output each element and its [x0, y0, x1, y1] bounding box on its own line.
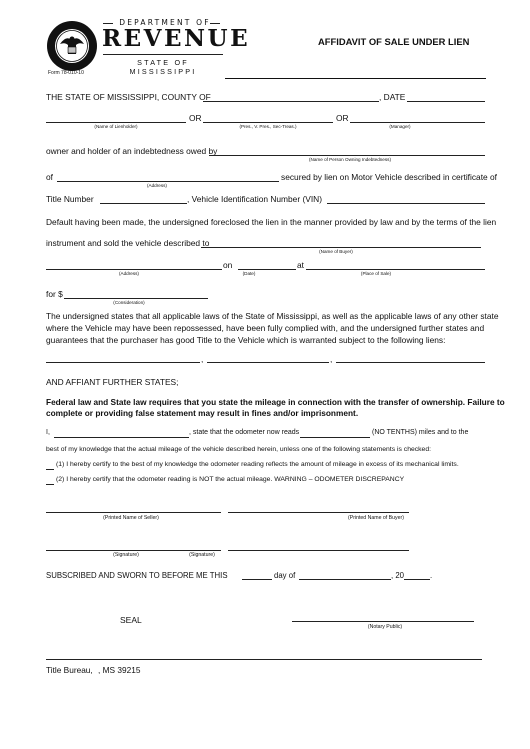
- odometer-state-label: , state that the odometer now reads: [189, 429, 300, 436]
- year-label: , 20: [391, 571, 405, 580]
- compliance-paragraph-line-2: where the Vehicle may have been repossessed, have been fully complied with, and the undersigned further states and: [46, 323, 485, 333]
- department-rule-left: [103, 23, 113, 24]
- header-rule: [225, 78, 486, 79]
- department-top: DEPARTMENT OF: [119, 18, 211, 27]
- notary-signature-field[interactable]: [292, 621, 474, 622]
- place-field[interactable]: [306, 269, 485, 270]
- sale-date-caption: (Date): [242, 271, 256, 276]
- odometer-tenths-label: (NO TENTHS) miles and to the: [372, 429, 469, 436]
- sworn-label: SUBSCRIBED AND SWORN TO BEFORE ME THIS: [46, 571, 228, 580]
- sworn-year-field[interactable]: [404, 579, 430, 580]
- county-field[interactable]: [203, 101, 379, 102]
- buyer-field[interactable]: [201, 247, 481, 248]
- consideration-field[interactable]: [64, 298, 208, 299]
- signature-caption-1: (Signature): [113, 552, 139, 558]
- footer-address: , MS 39215: [98, 665, 141, 675]
- seller-printed-caption: (Printed Name of Seller): [103, 515, 159, 521]
- manager-field[interactable]: [350, 122, 485, 123]
- county-label: THE STATE OF MISSISSIPPI, COUNTY OF: [46, 92, 211, 102]
- secured-label: secured by lien on Motor Vehicle described in certificate of: [281, 172, 498, 182]
- address-field[interactable]: [57, 181, 279, 182]
- seal-label: SEAL: [120, 615, 142, 625]
- at-label: at: [297, 260, 304, 270]
- department-rule-right: [210, 23, 220, 24]
- odometer-reading-field[interactable]: [300, 437, 370, 438]
- department-state: STATE OF MISSISSIPPI: [129, 58, 197, 76]
- lien-comma-1: ,: [201, 354, 204, 364]
- lien-field-2[interactable]: [207, 362, 329, 363]
- debtor-caption: (Name of Person Owning Indebtedness): [309, 157, 391, 162]
- lienholder-field[interactable]: [46, 122, 186, 123]
- address-caption: (Address): [147, 183, 167, 188]
- department-underline: [103, 54, 223, 55]
- odometer-option-2: (2) I hereby certify that the odometer reading is NOT the actual mileage. WARNING – ODOMETER DISCREPANCY: [56, 476, 405, 483]
- consideration-label: for $: [46, 289, 63, 299]
- lien-field-1[interactable]: [46, 362, 200, 363]
- affiant-heading: AND AFFIANT FURTHER STATES;: [46, 377, 179, 387]
- seller-name-odometer-field[interactable]: [54, 437, 189, 438]
- on-label: on: [223, 260, 233, 270]
- title-number-field[interactable]: [100, 203, 187, 204]
- buyer-printed-caption: (Printed Name of Buyer): [348, 515, 404, 521]
- sale-date-field[interactable]: [238, 269, 296, 270]
- odometer-best-knowledge: best of my knowledge that the actual mileage of the vehicle described herein, unless one of the following statements is checked:: [46, 446, 432, 453]
- form-title: AFFIDAVIT OF SALE UNDER LIEN: [318, 36, 470, 47]
- buyer-address-caption: (Address): [119, 271, 139, 276]
- date-field[interactable]: [407, 101, 485, 102]
- footer-title-bureau: Title Bureau,: [46, 665, 93, 675]
- option-1-checkbox[interactable]: [46, 469, 54, 470]
- or-label-2: OR: [336, 113, 349, 123]
- notary-caption: (Notary Public): [367, 624, 403, 630]
- place-caption: (Place of Sale): [360, 271, 392, 276]
- title-number-label: Title Number: [46, 194, 94, 204]
- sworn-day-field[interactable]: [242, 579, 272, 580]
- department-name: REVENUE: [102, 25, 251, 52]
- buyer-caption: (Name of Buyer): [319, 249, 353, 254]
- buyer-signature-field[interactable]: [228, 550, 409, 551]
- consideration-caption: (Consideration): [113, 300, 145, 305]
- vin-label: , Vehicle Identification Number (VIN): [187, 194, 322, 204]
- mileage-warning-line-2: complete or providing false statement may result in fines and/or imprisonment.: [46, 408, 359, 418]
- manager-caption: (Manager): [389, 124, 411, 129]
- default-text: Default having been made, the undersigned foreclosed the lien in the manner provided by law and by the terms of the lien: [46, 217, 497, 227]
- lien-comma-2: ,: [330, 354, 333, 364]
- seller-signature-field[interactable]: [46, 550, 221, 551]
- sold-label: instrument and sold the vehicle described to: [46, 238, 210, 248]
- year-period: .: [430, 571, 433, 580]
- officer-field[interactable]: [203, 122, 333, 123]
- mileage-warning-line-1: Federal law and State law requires that you state the mileage in connection with the transfer of ownership. Failure to: [46, 397, 505, 407]
- day-of-label: day of: [274, 571, 296, 580]
- compliance-paragraph-line-1: The undersigned states that all applicable laws of the State of Mississippi, as well as the applicable laws of any other state: [46, 311, 499, 321]
- buyer-printed-name-field[interactable]: [228, 512, 409, 513]
- vin-field[interactable]: [327, 203, 485, 204]
- lien-field-3[interactable]: [336, 362, 485, 363]
- debtor-field[interactable]: [209, 155, 485, 156]
- form-number: Form 78-010-10: [48, 70, 84, 76]
- or-label-1: OR: [189, 113, 202, 123]
- footer-rule: [46, 659, 482, 660]
- signature-caption-2: (Signature): [189, 552, 215, 558]
- sworn-month-field[interactable]: [299, 579, 391, 580]
- of-label: of: [46, 172, 53, 182]
- compliance-paragraph-line-3: guarantees that the purchaser has good Title to the Vehicle which is warranted subject to the following liens:: [46, 335, 446, 345]
- indebtedness-label: owner and holder of an indebtedness owed by: [46, 146, 218, 156]
- odometer-option-1: (1) I hereby certify to the best of my knowledge the odometer reading reflects the amount of mileage in excess of its mechanical limits.: [56, 461, 459, 468]
- buyer-address-field[interactable]: [46, 269, 222, 270]
- seller-printed-name-field[interactable]: [46, 512, 221, 513]
- lienholder-caption: (Name of Lienholder): [94, 124, 138, 129]
- officer-caption: (Pres., V. Pres., Sec-Treas.): [239, 124, 297, 129]
- option-2-checkbox[interactable]: [46, 484, 54, 485]
- odometer-i-label: I,: [46, 429, 50, 436]
- seal-logo: [46, 20, 98, 72]
- date-label: , DATE: [379, 92, 406, 102]
